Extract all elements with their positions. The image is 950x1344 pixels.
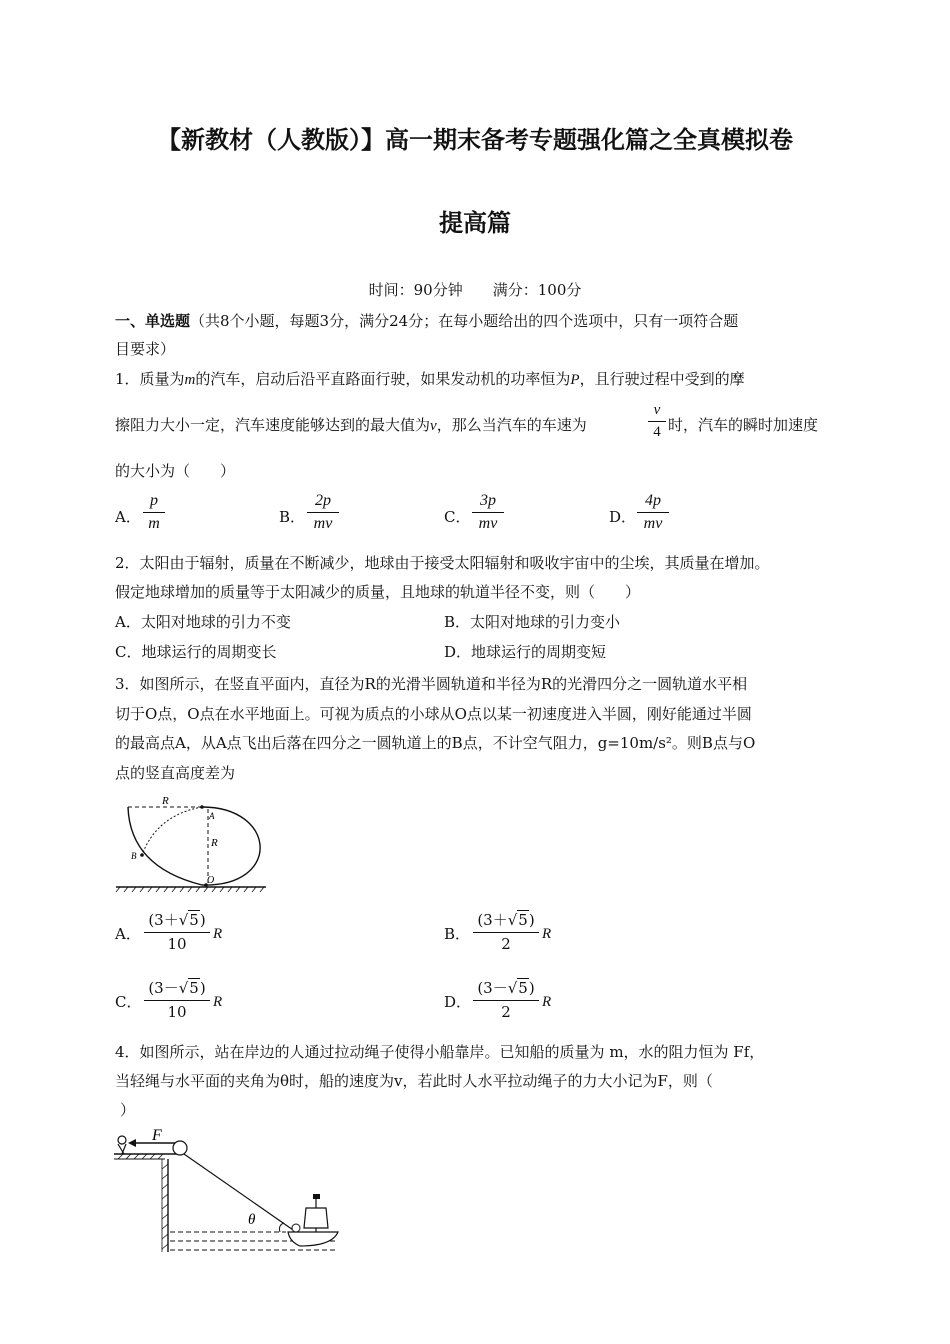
- quarter-circle-track: [128, 807, 202, 885]
- rope: [184, 1154, 296, 1232]
- q3-option-d-label[interactable]: D．: [444, 993, 472, 1011]
- q2-option-c[interactable]: C．地球运行的周期变长: [115, 643, 277, 661]
- label-theta: θ: [248, 1212, 256, 1228]
- q1-line2: 擦阻力大小一定，汽车速度能够达到的最大值为v，那么当汽车的车速为: [115, 416, 587, 434]
- label-R-mid: R: [211, 837, 218, 849]
- exam-info: 时间：90分钟 满分：100分: [368, 281, 582, 299]
- q2-option-d[interactable]: D．地球运行的周期变短: [444, 643, 607, 661]
- q2-option-b[interactable]: B．太阳对地球的引力变小: [444, 613, 621, 631]
- q1-option-b-label[interactable]: B．: [279, 508, 306, 526]
- q1-option-a-fraction: p m: [143, 492, 165, 533]
- q1-option-c-label[interactable]: C．: [444, 508, 471, 526]
- q4-line1: 4．如图所示，站在岸边的人通过拉动绳子使得小船靠岸。已知船的质量为 m，水的阻力恒为 Ff，: [115, 1043, 765, 1061]
- q3-option-b-label[interactable]: B．: [444, 925, 471, 943]
- label-R-top: R: [162, 795, 169, 807]
- section-label: 一、单选题: [115, 312, 191, 330]
- label-B: B: [131, 851, 137, 861]
- page-subtitle: 提高篇: [439, 209, 511, 237]
- label-A: A: [209, 811, 215, 821]
- section-desc: （共8个小题，每题3分，满分24分；在每小题给出的四个选项中，只有一项符合题: [190, 312, 739, 330]
- q3-option-a-var: R: [213, 926, 223, 942]
- q1-line3: 的大小为（ ）: [115, 462, 236, 480]
- q1-line2-end: 时，汽车的瞬时加速度: [668, 416, 819, 434]
- q1-option-d-label[interactable]: D．: [609, 508, 637, 526]
- q1-line1: 1．质量为m的汽车，启动后沿平直路面行驶，如果发动机的功率恒为P，且行驶过程中受到的摩: [115, 370, 745, 388]
- q1-option-c-fraction: 3p mv: [472, 492, 504, 533]
- q1-option-a-label[interactable]: A．: [115, 508, 141, 526]
- q3-option-d-fraction: (3－√5) 2: [473, 977, 539, 1021]
- q3-line3: 的最高点A，从A点飞出后落在四分之一圆轨道上的B点，不计空气阻力，g=10m/s²。则B点与O: [115, 734, 756, 752]
- q3-option-a-fraction: (3＋√5) 10: [144, 909, 210, 953]
- q3-track-figure: [112, 795, 272, 895]
- q1-speed-fraction: v 4: [648, 402, 666, 441]
- q3-option-c-label[interactable]: C．: [115, 993, 142, 1011]
- projectile-path: [142, 807, 202, 855]
- section-desc-cont: 目要求）: [115, 340, 176, 358]
- q3-line1: 3．如图所示，在竖直平面内，直径为R的光滑半圆轨道和半径为R的光滑四分之一圆轨道水平相: [115, 675, 748, 693]
- q1-option-d-fraction: 4p mv: [637, 492, 669, 533]
- page-title: 【新教材（人教版）】高一期末备考专题强化篇之全真模拟卷: [157, 126, 793, 154]
- q3-option-b-var: R: [542, 926, 552, 942]
- q4-line3: ）: [120, 1101, 136, 1119]
- q2-line1: 2．太阳由于辐射，质量在不断减少，地球由于接受太阳辐射和吸收宇宙中的尘埃，其质量在增加。: [115, 554, 770, 572]
- label-O: O: [207, 875, 215, 886]
- q3-option-c-var: R: [213, 994, 223, 1010]
- person-icon: [118, 1136, 126, 1144]
- pulley-icon: [173, 1141, 187, 1155]
- q3-option-b-fraction: (3＋√5) 2: [473, 909, 539, 953]
- q4-boat-figure: [110, 1124, 345, 1254]
- q4-line2: 当轻绳与水平面的夹角为θ时，船的速度为v，若此时人水平拉动绳子的力大小记为F，则（: [115, 1072, 713, 1090]
- q3-line4: 点的竖直高度差为: [115, 764, 236, 782]
- q3-option-a-label[interactable]: A．: [115, 925, 141, 943]
- q2-option-a[interactable]: A．太阳对地球的引力不变: [115, 613, 291, 631]
- q3-option-d-var: R: [542, 994, 552, 1010]
- q1-option-b-fraction: 2p mv: [307, 492, 339, 533]
- q3-option-c-fraction: (3－√5) 10: [144, 977, 210, 1021]
- boat-icon: [288, 1232, 338, 1246]
- label-F: F: [152, 1127, 162, 1144]
- section-header: [115, 311, 738, 331]
- q3-line2: 切于O点，O点在水平地面上。可视为质点的小球从O点以某一初速度进入半圆，刚好能通过半圆: [115, 705, 752, 723]
- q2-line2: 假定地球增加的质量等于太阳减少的质量，且地球的轨道半径不变，则（ ）: [115, 583, 641, 601]
